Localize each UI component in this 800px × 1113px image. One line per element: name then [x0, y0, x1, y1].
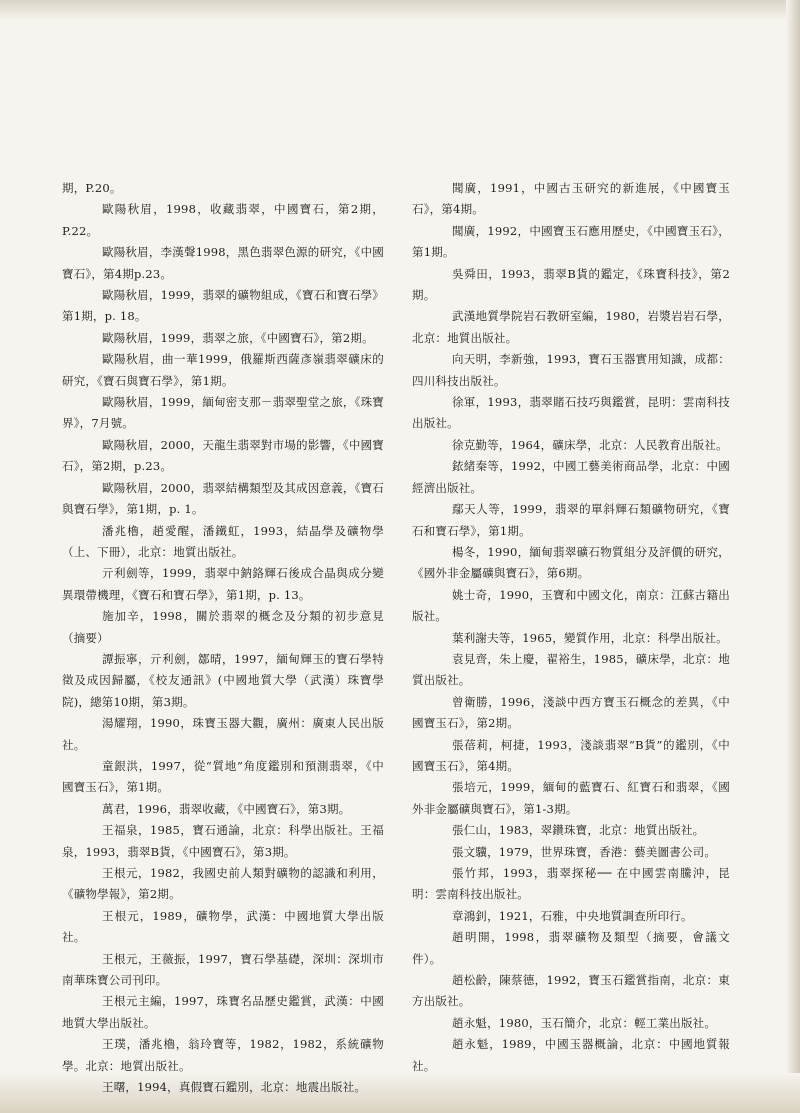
reference-entry: 王曙，1994，真假寶石鑑別，北京：地震出版社。 — [102, 1080, 367, 1095]
reference-entry: 湯耀翔，1990，珠寶玉器大觀，廣州：廣東人民出版社。 — [62, 716, 384, 752]
reference-entry: 楊冬，1990，緬甸翡翠礦石物質組分及評價的研究，《國外非金屬礦與寶石》，第6期。 — [412, 544, 730, 581]
reference-entry: 曾衛勝，1996，淺談中西方寶玉石概念的差異，《中國寶玉石》，第2期。 — [412, 694, 730, 731]
reference-entry: 章鴻釗，1921，石雅，中央地質調查所印行。 — [452, 908, 693, 923]
reference-entry: 銥緒秦等，1992，中國工藝美術商品學，北京：中國經濟出版社。 — [412, 459, 730, 495]
reference-entry: 王福泉，1985，寶石通論，北京：科學出版社。王福泉，1993，翡翠B貨，《中國寶石》，第3期。 — [62, 823, 384, 859]
reference-entry: 徐克勤等，1964，礦床學，北京：人民教育出版社。 — [452, 437, 728, 452]
reference-entry: 歐陽秋眉，曲一華1999，俄羅斯西薩彥嶺翡翠礦床的研究，《寶石與寶石學》，第1期。 — [62, 352, 384, 388]
reference-entry: 張蓓莉，柯捷，1993，淺談翡翠“B貨”的鑑別，《中國寶玉石》，第4期。 — [412, 737, 730, 773]
reference-entry: 徐軍，1993，翡翠賭石技巧與鑑賞，昆明：雲南科技出版社。 — [412, 395, 730, 431]
reference-column-left — [62, 178, 384, 1098]
reference-entry: 歐陽秋眉，2000，天龍生翡翠對市場的影響，《中國寶石》，第2期，p.23。 — [62, 437, 384, 474]
reference-column-right — [412, 178, 730, 1077]
reference-entry: 趙松齡，陳蔡德，1992，寶玉石鑑賞指南，北京：東方出版社。 — [412, 973, 730, 1009]
reference-entry: 王璞，潘兆櫓，翁玲寶等，1982，1982，系統礦物學。北京：地質出版社。 — [62, 1037, 384, 1073]
reference-entry: 歐陽秋眉，1999，翡翠之旅，《中國寶石》，第2期。 — [102, 330, 374, 345]
reference-entry: 歐陽秋眉，1999，緬甸密支那－翡翠聖堂之旅，《珠寶界》，7月號。 — [62, 395, 384, 431]
page-edge-right — [786, 0, 800, 1113]
reference-entry: 亓利劍等，1999，翡翠中鈉鉻輝石後成合晶與成分變異環帶機理，《寶石和寶石學》，第1期，p. 13。 — [62, 566, 384, 602]
reference-entry: 歐陽秋眉，2000，翡翠結構類型及其成因意義，《寶石與寶石學》，第1期，p. 1。 — [62, 480, 384, 517]
reference-entry: 張竹邦，1993，翡翠探秘── 在中國雲南騰沖，昆明：雲南科技出版社。 — [412, 866, 730, 902]
reference-entry: 王根元，王薇振，1997，寶石學基礎，深圳：深圳市南華珠寶公司刊印。 — [62, 951, 384, 988]
reference-entry: 萬君，1996，翡翠收藏，《中國寶石》，第3期。 — [102, 801, 351, 816]
reference-entry: 期，P.20。 — [62, 181, 122, 195]
reference-entry: 潘兆櫓，趙愛醒，潘鐵虹，1993，結晶學及礦物學（上、下冊），北京：地質出版社。 — [62, 523, 384, 559]
reference-entry: 葉利謝夫等，1965，變質作用，北京：科學出版社。 — [452, 630, 728, 645]
reference-entry: 向天明，李新強，1993，寶石玉器實用知識，成都：四川科技出版社。 — [412, 352, 730, 388]
page-edge-top — [0, 0, 800, 20]
reference-entry: 歐陽秋眉，李漢聲1998，黑色翡翠色源的研究，《中國寶石》，第4期p.23。 — [62, 245, 384, 281]
reference-entry: 武漢地質學院岩石教研室編，1980，岩漿岩岩石學，北京：地質出版社。 — [412, 309, 730, 345]
reference-entry: 譚振寧，亓利劍，鄒晴，1997，緬甸輝玉的寶石學特徵及成因歸屬，《校友通訊》(中國地質大學（武漢）珠寶學院)，總第10期，第3期。 — [62, 651, 384, 709]
reference-entry: 歐陽秋眉，1999，翡翠的礦物組成，《寶石和寶石學》第1期，p. 18。 — [62, 288, 384, 324]
reference-entry: 張仁山，1983，翠鑽珠寶，北京：地質出版社。 — [452, 823, 705, 838]
reference-entry: 趙永魁，1989，中國玉器概論，北京：中國地質報社。 — [412, 1037, 730, 1073]
reference-entry: 鄢天人等，1999，翡翠的單斜輝石類礦物研究，《寶石和寶石學》，第1期。 — [412, 502, 730, 538]
reference-entry: 張培元，1999，緬甸的藍寶石、紅寶石和翡翠，《國外非金屬礦與寶石》，第1-3期。 — [412, 780, 730, 816]
reference-entry: 童銀洪，1997，從“質地”角度鑑別和預測翡翠，《中國寶玉石》，第1期。 — [62, 758, 384, 795]
reference-entry: 歐陽秋眉，1998，收藏翡翠，中國寶石，第2期，P.22。 — [62, 202, 384, 238]
reference-entry: 袁見齊，朱上慶，翟裕生，1985，礦床學，北京：地質出版社。 — [412, 651, 730, 688]
reference-entry: 聞廣，1992，中國寶玉石應用歷史，《中國寶玉石》，第1期。 — [412, 223, 730, 260]
reference-entry: 姚士奇，1990，玉寶和中國文化，南京：江蘇古籍出版社。 — [412, 587, 730, 624]
reference-entry: 聞廣，1991，中國古玉研究的新進展，《中國寶玉石》，第4期。 — [412, 181, 730, 217]
reference-entry: 趙明開，1998，翡翠礦物及類型（摘要，會議文件）。 — [412, 930, 730, 966]
reference-entry: 王根元，1982，我國史前人類對礦物的認識和利用，《礦物學報》，第2期。 — [62, 866, 384, 902]
reference-entry: 王根元主編，1997，珠寶名品歷史鑑賞，武漢：中國地質大學出版社。 — [62, 994, 384, 1030]
reference-entry: 王根元，1989，礦物學，武漢：中國地質大學出版社。 — [62, 908, 384, 945]
reference-entry: 趙永魁，1980，玉石簡介，北京：輕工業出版社。 — [452, 1015, 717, 1030]
reference-entry: 張文驥，1979，世界珠寶，香港：藝美圖書公司。 — [452, 844, 717, 859]
reference-entry: 吳舜田，1993，翡翠B貨的鑑定，《珠寶科技》，第2期。 — [412, 266, 730, 303]
reference-entry: 施加辛，1998，關於翡翠的概念及分類的初步意見（摘要） — [62, 609, 384, 645]
